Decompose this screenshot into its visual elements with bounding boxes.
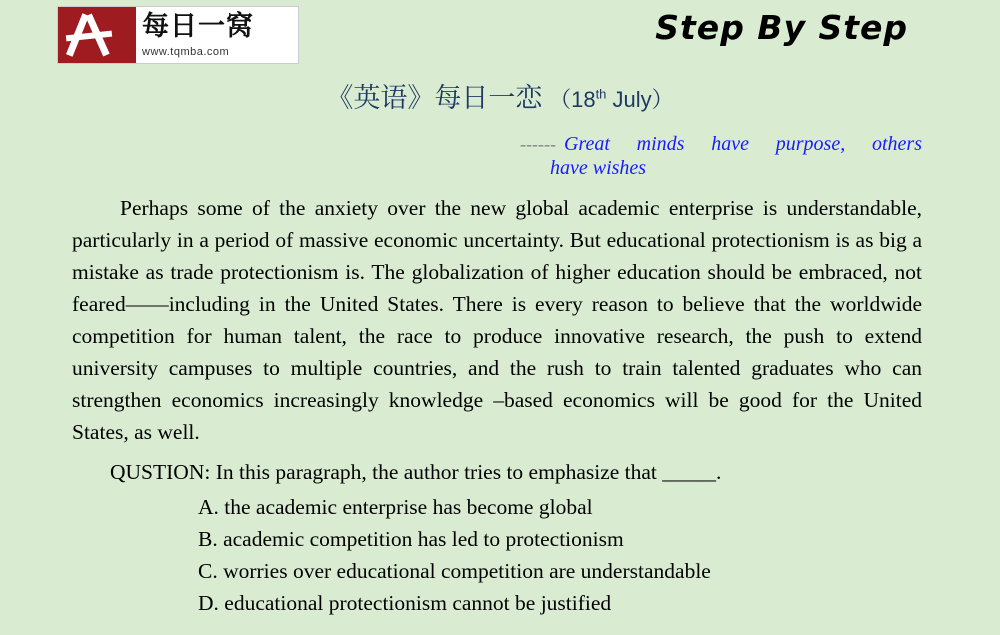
page-header — [0, 0, 1000, 68]
question-options — [198, 491, 1000, 619]
date-suffix: July） — [606, 87, 674, 112]
quote-dash: ------ — [520, 134, 556, 154]
option-a[interactable]: A. the academic enterprise has become global — [198, 495, 593, 519]
quote-text-line-1: Great minds have purpose, others — [563, 133, 922, 155]
page-title-date — [549, 87, 674, 112]
date-ordinal-suffix: th — [595, 86, 607, 102]
option-c[interactable]: C. worries over educational competition are understandable — [198, 559, 711, 583]
option-b[interactable]: B. academic competition has led to protectionism — [198, 527, 624, 551]
passage-paragraph: Perhaps some of the anxiety over the new global academic enterprise is understandable, particularly in a period of massive economic uncertainty. But educational protectionism is as big a mistake as trade protectionism is. The globalization of higher education should be embraced, not feared——including in the United States. There is every reason to believe that the worldwide competition for human talent, the race to produce innovative research, the push to extend university campuses to multiple countries, and the rush to train talented graduates who can strengthen economics increasingly knowledge –based economics will be good for the United States, as well. — [72, 196, 922, 444]
logo-stroke-cross — [66, 31, 112, 42]
logo-chinese-text: 每日一窝 — [142, 10, 254, 42]
brand-title: Step By Step — [655, 8, 908, 47]
page-title-subject: 《英语》每日一恋 — [326, 83, 543, 114]
person-logo-icon — [58, 7, 136, 63]
quote-line-1 — [520, 133, 922, 156]
date-prefix: （18 — [549, 87, 596, 112]
quote-block — [0, 133, 1000, 180]
option-d[interactable]: D. educational protectionism cannot be justified — [198, 591, 612, 615]
quote-text-line-2: have wishes — [550, 157, 647, 179]
logo — [57, 6, 299, 64]
page-title — [0, 76, 1000, 115]
logo-text-group — [136, 10, 298, 58]
question-prompt: QUSTION: In this paragraph, the author tries to emphasize that _____. — [110, 460, 722, 484]
logo-url: www.tqmba.com — [142, 45, 230, 58]
passage-body — [72, 192, 922, 448]
quote-line-2 — [520, 157, 922, 180]
